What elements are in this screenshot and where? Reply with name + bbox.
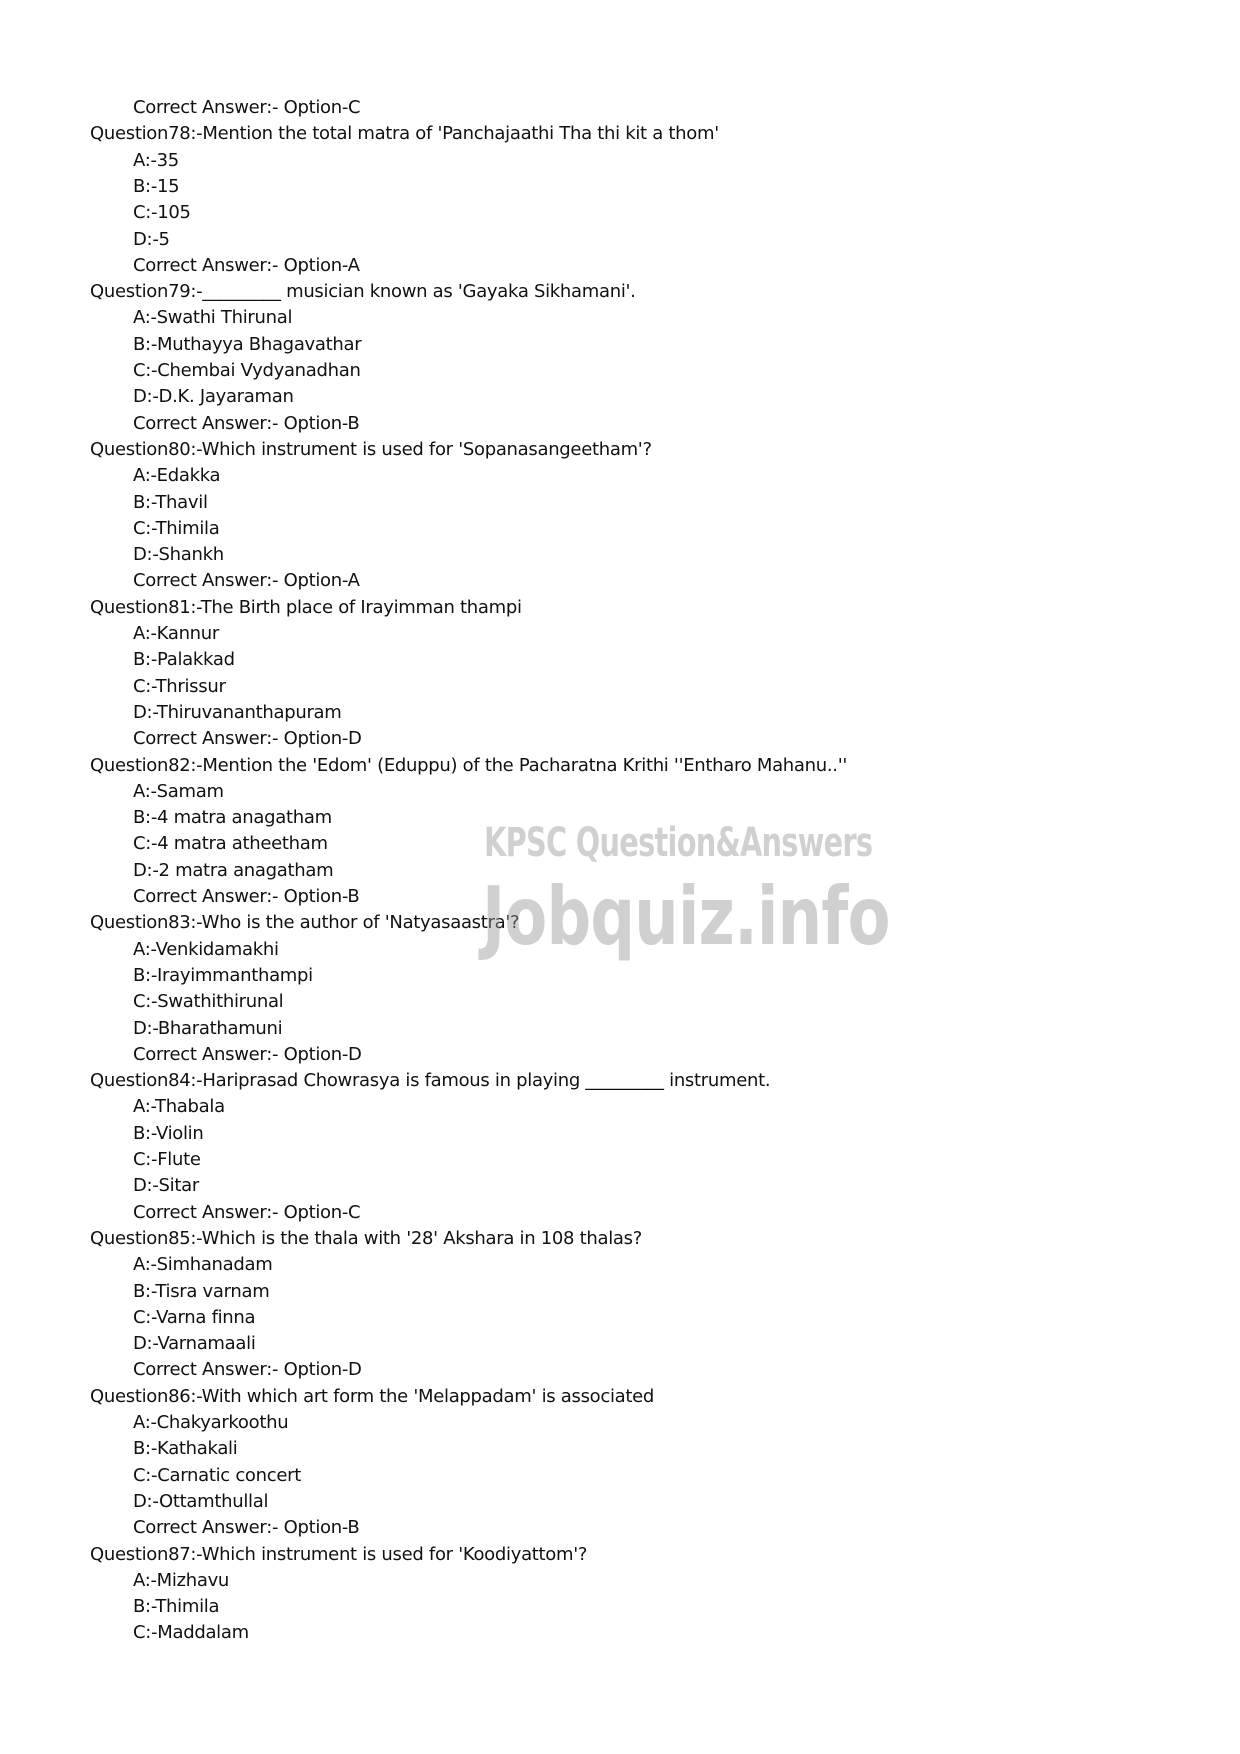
question-text: Question80:-Which instrument is used for 'Sopanasangeetham'?	[90, 439, 652, 460]
option-line: D:-Shankh	[133, 544, 224, 565]
option-line: C:-Carnatic concert	[133, 1465, 301, 1486]
question-text: Question79:-_________ musician known as 'Gayaka Sikhamani'.	[90, 281, 636, 302]
option-line: C:-4 matra atheetham	[133, 833, 328, 854]
watermark-title: KPSC Question&Answers	[484, 820, 873, 866]
option-line: A:-Mizhavu	[133, 1570, 230, 1591]
option-line: A:-Chakyarkoothu	[133, 1412, 289, 1433]
correct-answer: Correct Answer:- Option-B	[133, 1517, 360, 1538]
question-text: Question83:-Who is the author of 'Natyasaastra'?	[90, 912, 520, 933]
option-line: A:-Swathi Thirunal	[133, 307, 293, 328]
option-line: A:-Simhanadam	[133, 1254, 273, 1275]
option-line: A:-Venkidamakhi	[133, 939, 279, 960]
option-line: C:-105	[133, 202, 191, 223]
option-line: B:-Muthayya Bhagavathar	[133, 334, 362, 355]
correct-answer: Correct Answer:- Option-C	[133, 1202, 361, 1223]
option-line: D:-Varnamaali	[133, 1333, 256, 1354]
option-line: A:-Thabala	[133, 1096, 225, 1117]
correct-answer: Correct Answer:- Option-D	[133, 1044, 362, 1065]
correct-answer: Correct Answer:- Option-B	[133, 413, 360, 434]
option-line: B:-Kathakali	[133, 1438, 238, 1459]
correct-answer: Correct Answer:- Option-A	[133, 255, 360, 276]
watermark-site: Jobquiz.info	[482, 870, 890, 963]
option-line: C:-Thimila	[133, 518, 220, 539]
correct-answer: Correct Answer:- Option-A	[133, 570, 360, 591]
option-line: D:-D.K. Jayaraman	[133, 386, 294, 407]
correct-answer: Correct Answer:- Option-D	[133, 728, 362, 749]
option-line: C:-Swathithirunal	[133, 991, 284, 1012]
option-line: B:-Irayimmanthampi	[133, 965, 313, 986]
option-line: B:-Thavil	[133, 492, 208, 513]
option-line: D:-5	[133, 229, 170, 250]
option-line: C:-Thrissur	[133, 676, 226, 697]
option-line: D:-Thiruvananthapuram	[133, 702, 342, 723]
question-text: Question85:-Which is the thala with '28' Akshara in 108 thalas?	[90, 1228, 642, 1249]
question-text: Question78:-Mention the total matra of 'Panchajaathi Tha thi kit a thom'	[90, 123, 719, 144]
question-text: Question84:-Hariprasad Chowrasya is famous in playing _________ instrument.	[90, 1070, 771, 1091]
option-line: B:-Palakkad	[133, 649, 235, 670]
option-line: D:-Bharathamuni	[133, 1018, 283, 1039]
option-line: D:-Sitar	[133, 1175, 199, 1196]
option-line: B:-Thimila	[133, 1596, 220, 1617]
option-line: A:-35	[133, 150, 179, 171]
option-line: B:-4 matra anagatham	[133, 807, 332, 828]
question-text: Question86:-With which art form the 'Melappadam' is associated	[90, 1386, 655, 1407]
option-line: A:-Kannur	[133, 623, 219, 644]
correct-answer: Correct Answer:- Option-B	[133, 886, 360, 907]
correct-answer: Correct Answer:- Option-C	[133, 97, 361, 118]
option-line: B:-Violin	[133, 1123, 204, 1144]
option-line: C:-Maddalam	[133, 1622, 249, 1643]
option-line: A:-Samam	[133, 781, 224, 802]
option-line: D:-2 matra anagatham	[133, 860, 334, 881]
question-text: Question82:-Mention the 'Edom' (Eduppu) of the Pacharatna Krithi ''Entharo Mahanu..''	[90, 755, 848, 776]
option-line: D:-Ottamthullal	[133, 1491, 269, 1512]
option-line: A:-Edakka	[133, 465, 221, 486]
option-line: C:-Chembai Vydyanadhan	[133, 360, 361, 381]
option-line: C:-Flute	[133, 1149, 201, 1170]
question-text: Question81:-The Birth place of Irayimman thampi	[90, 597, 522, 618]
option-line: B:-Tisra varnam	[133, 1281, 270, 1302]
option-line: B:-15	[133, 176, 180, 197]
correct-answer: Correct Answer:- Option-D	[133, 1359, 362, 1380]
option-line: C:-Varna finna	[133, 1307, 256, 1328]
question-text: Question87:-Which instrument is used for 'Koodiyattom'?	[90, 1544, 588, 1565]
